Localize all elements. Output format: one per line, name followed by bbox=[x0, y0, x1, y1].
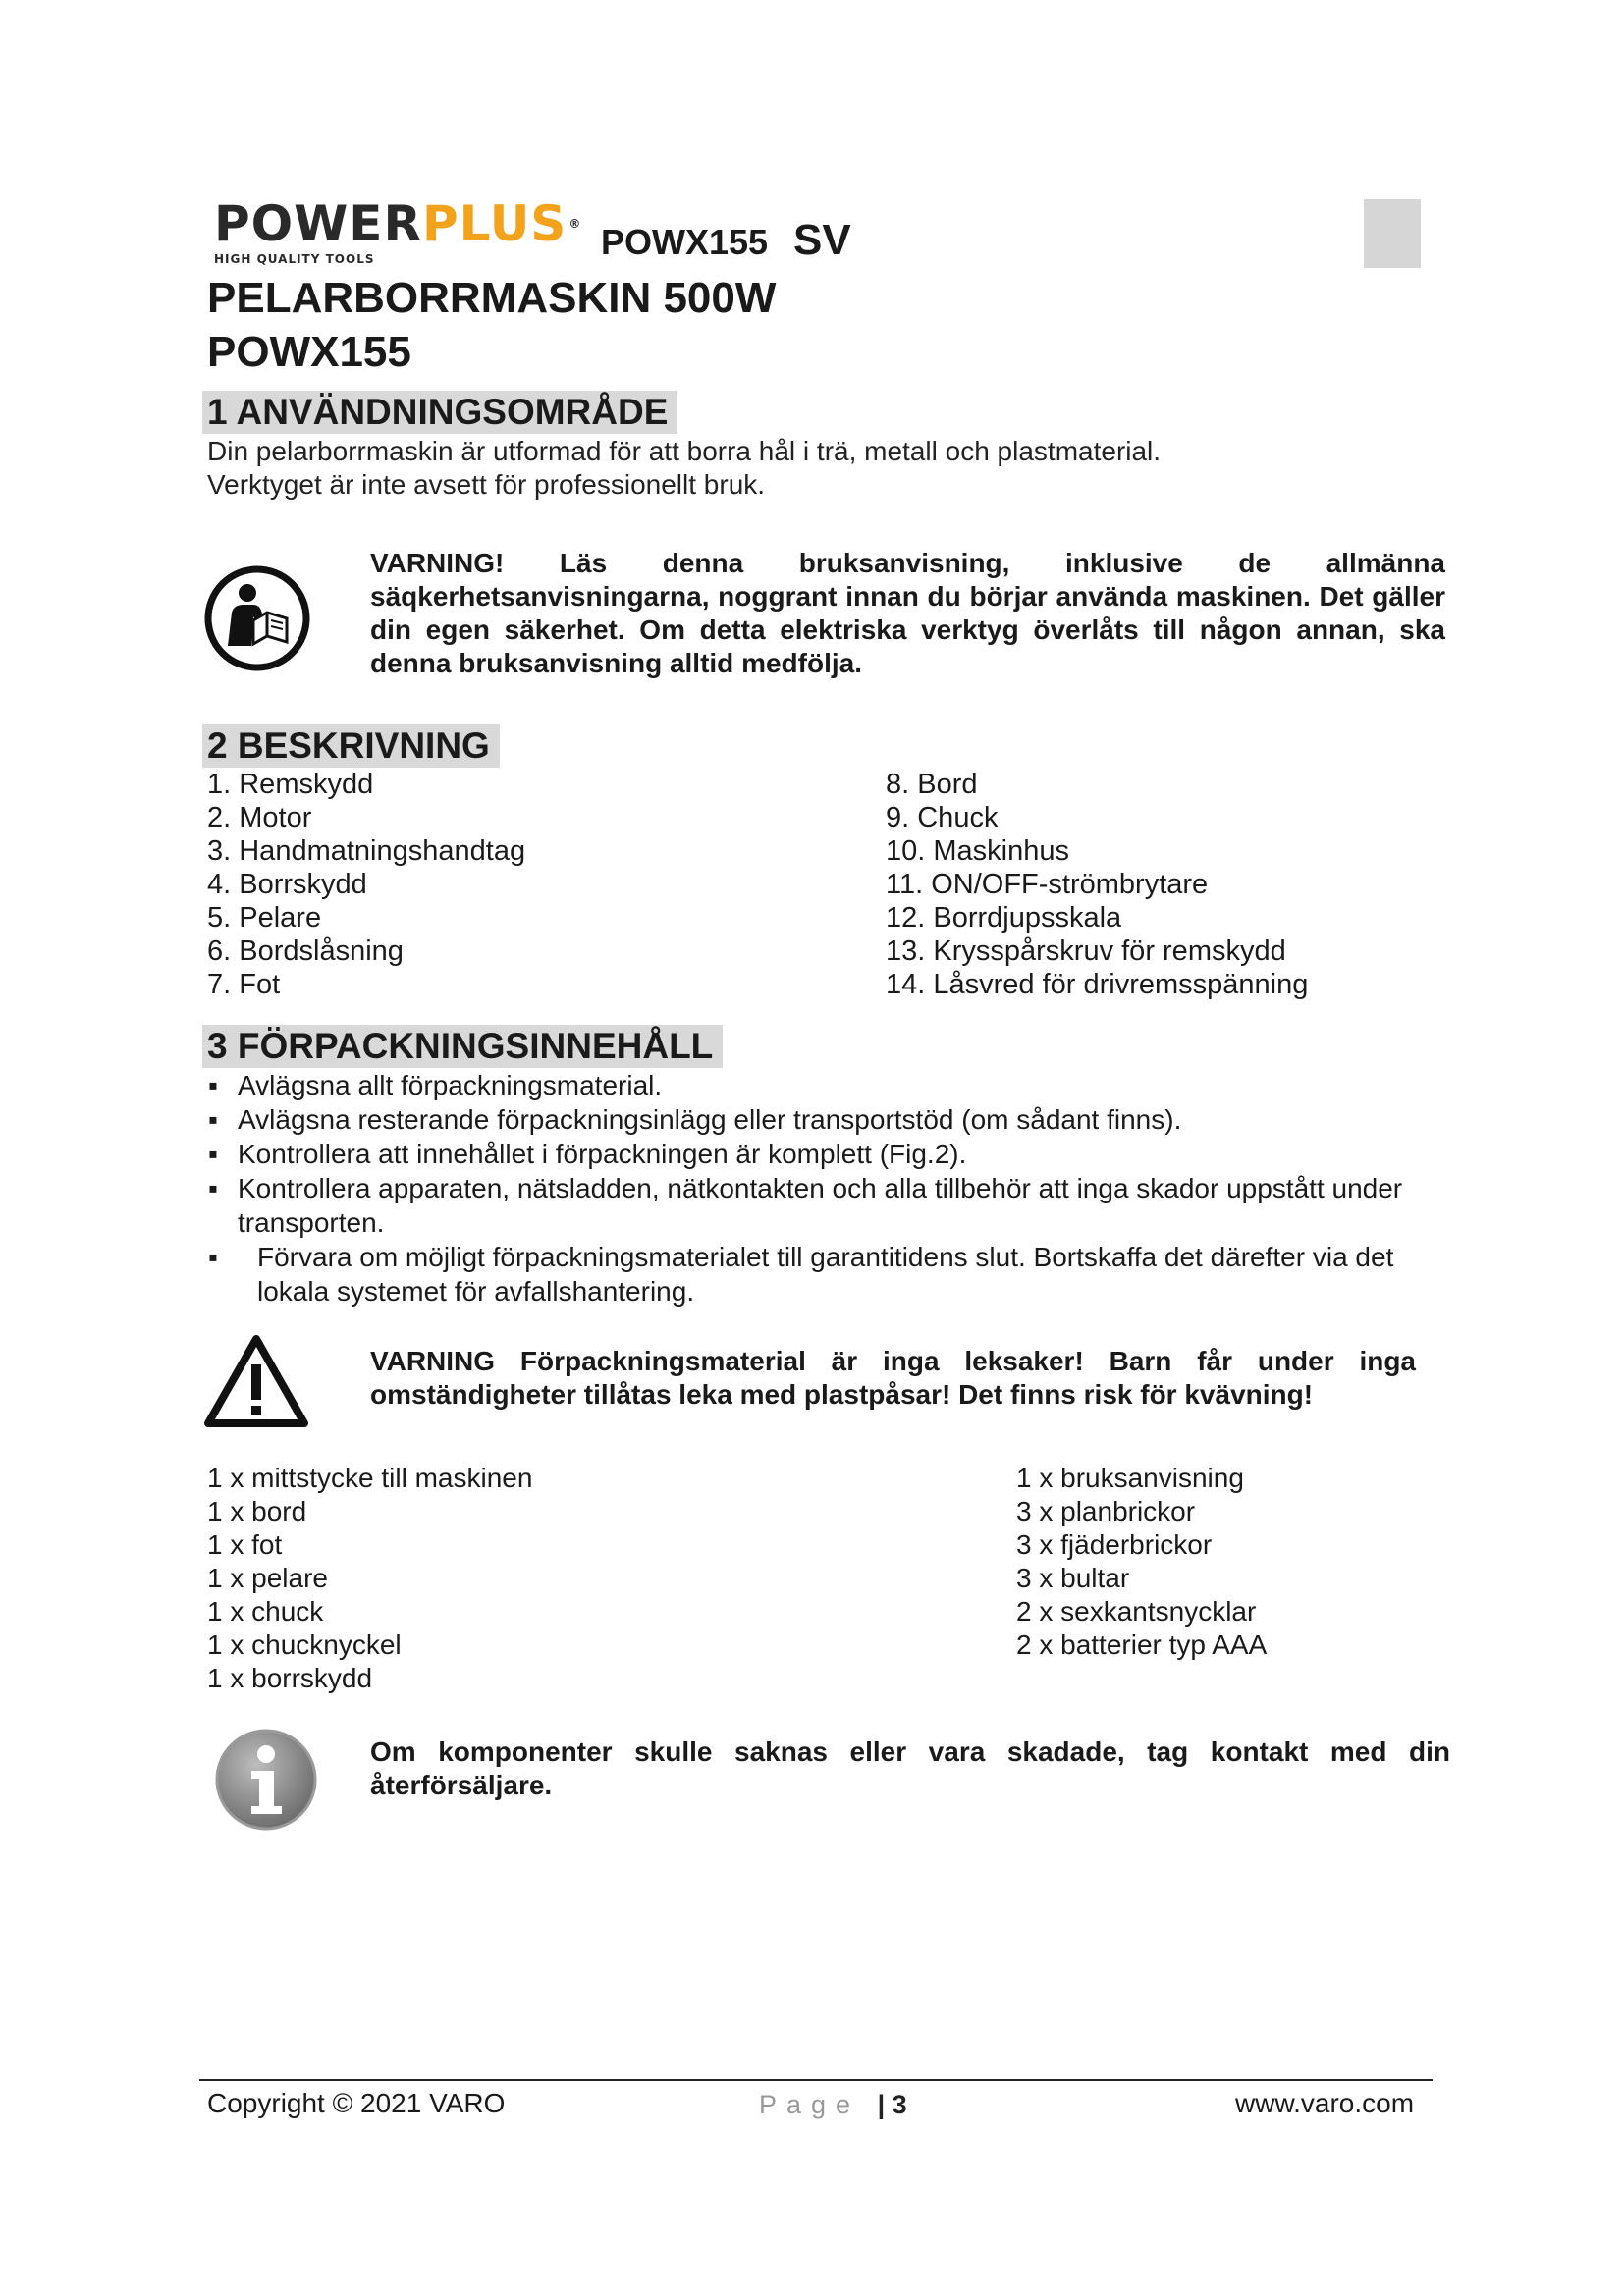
bullet-marker: ▪ bbox=[208, 1104, 218, 1135]
contents-item: 1 x fot bbox=[207, 1529, 283, 1560]
bullet-text: Kontrollera apparaten, nätsladden, nätkontakten och alla tillbehör att inga skador uppstått under transporten. bbox=[238, 1173, 1403, 1238]
page-label: Page bbox=[759, 2090, 861, 2119]
bullet-marker: ▪ bbox=[208, 1070, 218, 1100]
bullet-item bbox=[202, 1240, 1439, 1308]
contents-item: 2 x batterier typ AAA bbox=[1016, 1629, 1268, 1660]
description-item: 13. Krysspårskruv för remskydd bbox=[886, 935, 1286, 967]
logo-power-text: POWER bbox=[214, 195, 422, 252]
description-item: 5. Pelare bbox=[207, 902, 322, 934]
section-1-body bbox=[207, 435, 1435, 502]
packaging-warning-text: VARNING Förpackningsmaterial är inga leksaker! Barn får under inga omständigheter tillåtas leka med plastpåsar! Det finns risk för kvävning! bbox=[370, 1346, 1416, 1410]
bullet-marker: ▪ bbox=[208, 1242, 218, 1272]
registered-mark: ® bbox=[568, 217, 582, 231]
contents-item: 1 x bruksanvisning bbox=[1016, 1463, 1244, 1493]
contents-item: 3 x fjäderbrickor bbox=[1016, 1529, 1213, 1560]
footer-copyright: Copyright © 2021 VARO bbox=[207, 2088, 506, 2118]
description-item: 8. Bord bbox=[886, 769, 978, 800]
contents-item: 1 x mittstycke till maskinen bbox=[207, 1463, 533, 1493]
logo-plus-text: PLUS bbox=[421, 195, 568, 252]
manual-warning-text: VARNING! Läs denna bruksanvisning, inklusive de allmänna säqkerhetsanvisningarna, noggrant innan du börjar använda maskinen. Det gäller din egen säkerhet. Om detta elektriska verktyg överlåts till någon annan, ska denna bruksanvisning alltid medfölja. bbox=[370, 548, 1445, 678]
bullet-text: Kontrollera att innehållet i förpackningen är komplett (Fig.2). bbox=[238, 1139, 967, 1169]
info-text: Om komponenter skulle saknas eller vara skadade, tag kontakt med din återförsäljare. bbox=[370, 1736, 1450, 1800]
info-icon bbox=[214, 1728, 318, 1832]
description-list-left bbox=[207, 768, 525, 1001]
section-heading-1: 1 ANVÄNDNINGSOMRÅDE bbox=[202, 391, 677, 434]
logo-tagline: HIGH QUALITY TOOLS bbox=[214, 252, 375, 266]
bullet-item bbox=[202, 1102, 1439, 1137]
bullet-item bbox=[202, 1068, 1439, 1102]
description-item: 3. Handmatningshandtag bbox=[207, 835, 526, 867]
contents-item: 1 x chucknyckel bbox=[207, 1629, 402, 1660]
description-item: 14. Låsvred för drivremsspänning bbox=[886, 969, 1309, 1000]
description-item: 6. Bordslåsning bbox=[207, 935, 404, 967]
description-list-right bbox=[886, 768, 1308, 1001]
bullet-item bbox=[202, 1171, 1439, 1240]
description-item: 10. Maskinhus bbox=[886, 835, 1069, 867]
warning-triangle-icon bbox=[202, 1333, 310, 1431]
usage-line-2: Verktyget är inte avsett för professionellt bruk. bbox=[207, 469, 766, 500]
title-line-1: PELARBORRMASKIN 500W bbox=[207, 274, 777, 322]
read-manual-icon bbox=[202, 563, 312, 673]
document-title bbox=[207, 271, 776, 379]
footer-website: www.varo.com bbox=[1235, 2088, 1415, 2118]
page-number: | 3 bbox=[877, 2090, 907, 2119]
bullet-text: Avlägsna allt förpackningsmaterial. bbox=[238, 1070, 663, 1100]
description-item: 11. ON/OFF-strömbrytare bbox=[886, 869, 1209, 900]
section-heading-3: 3 FÖRPACKNINGSINNEHÅLL bbox=[202, 1025, 723, 1068]
bullet-marker: ▪ bbox=[208, 1139, 218, 1169]
bullet-item bbox=[202, 1137, 1439, 1171]
contents-item: 1 x bord bbox=[207, 1496, 307, 1526]
bullet-text: Avlägsna resterande förpackningsinlägg eller transportstöd (om sådant finns). bbox=[238, 1104, 1182, 1135]
bullet-text: Förvara om möjligt förpackningsmaterialet till garantitidens slut. Bortskaffa det därefter via det lokala systemet för avfallshantering. bbox=[257, 1242, 1394, 1307]
language-code: SV bbox=[793, 216, 851, 264]
language-tab-marker bbox=[1364, 199, 1421, 268]
contents-item: 1 x pelare bbox=[207, 1563, 328, 1593]
contents-list-left bbox=[207, 1462, 532, 1695]
contents-list-right bbox=[1016, 1462, 1267, 1662]
title-line-2: POWX155 bbox=[207, 328, 411, 376]
logo-wordmark bbox=[214, 195, 582, 252]
description-item: 1. Remskydd bbox=[207, 769, 374, 800]
footer-page-number bbox=[759, 2090, 907, 2120]
description-item: 12. Borrdjupsskala bbox=[886, 902, 1122, 934]
description-item: 4. Borrskydd bbox=[207, 869, 367, 900]
section-heading-2: 2 BESKRIVNING bbox=[202, 724, 500, 768]
unpacking-bullet-list bbox=[202, 1068, 1439, 1308]
powerplus-logo bbox=[214, 195, 582, 268]
description-item: 2. Motor bbox=[207, 802, 312, 833]
footer-divider bbox=[199, 2079, 1433, 2081]
bullet-marker: ▪ bbox=[208, 1173, 218, 1203]
contents-item: 2 x sexkantsnycklar bbox=[1016, 1596, 1257, 1627]
contents-item: 1 x chuck bbox=[207, 1596, 324, 1627]
usage-line-1: Din pelarborrmaskin är utformad för att borra hål i trä, metall och plastmaterial. bbox=[207, 436, 1162, 466]
contents-item: 3 x bultar bbox=[1016, 1563, 1130, 1593]
description-item: 7. Fot bbox=[207, 969, 281, 1000]
contents-item: 3 x planbrickor bbox=[1016, 1496, 1196, 1526]
model-code: POWX155 bbox=[601, 222, 769, 262]
description-item: 9. Chuck bbox=[886, 802, 999, 833]
contents-item: 1 x borrskydd bbox=[207, 1663, 373, 1693]
